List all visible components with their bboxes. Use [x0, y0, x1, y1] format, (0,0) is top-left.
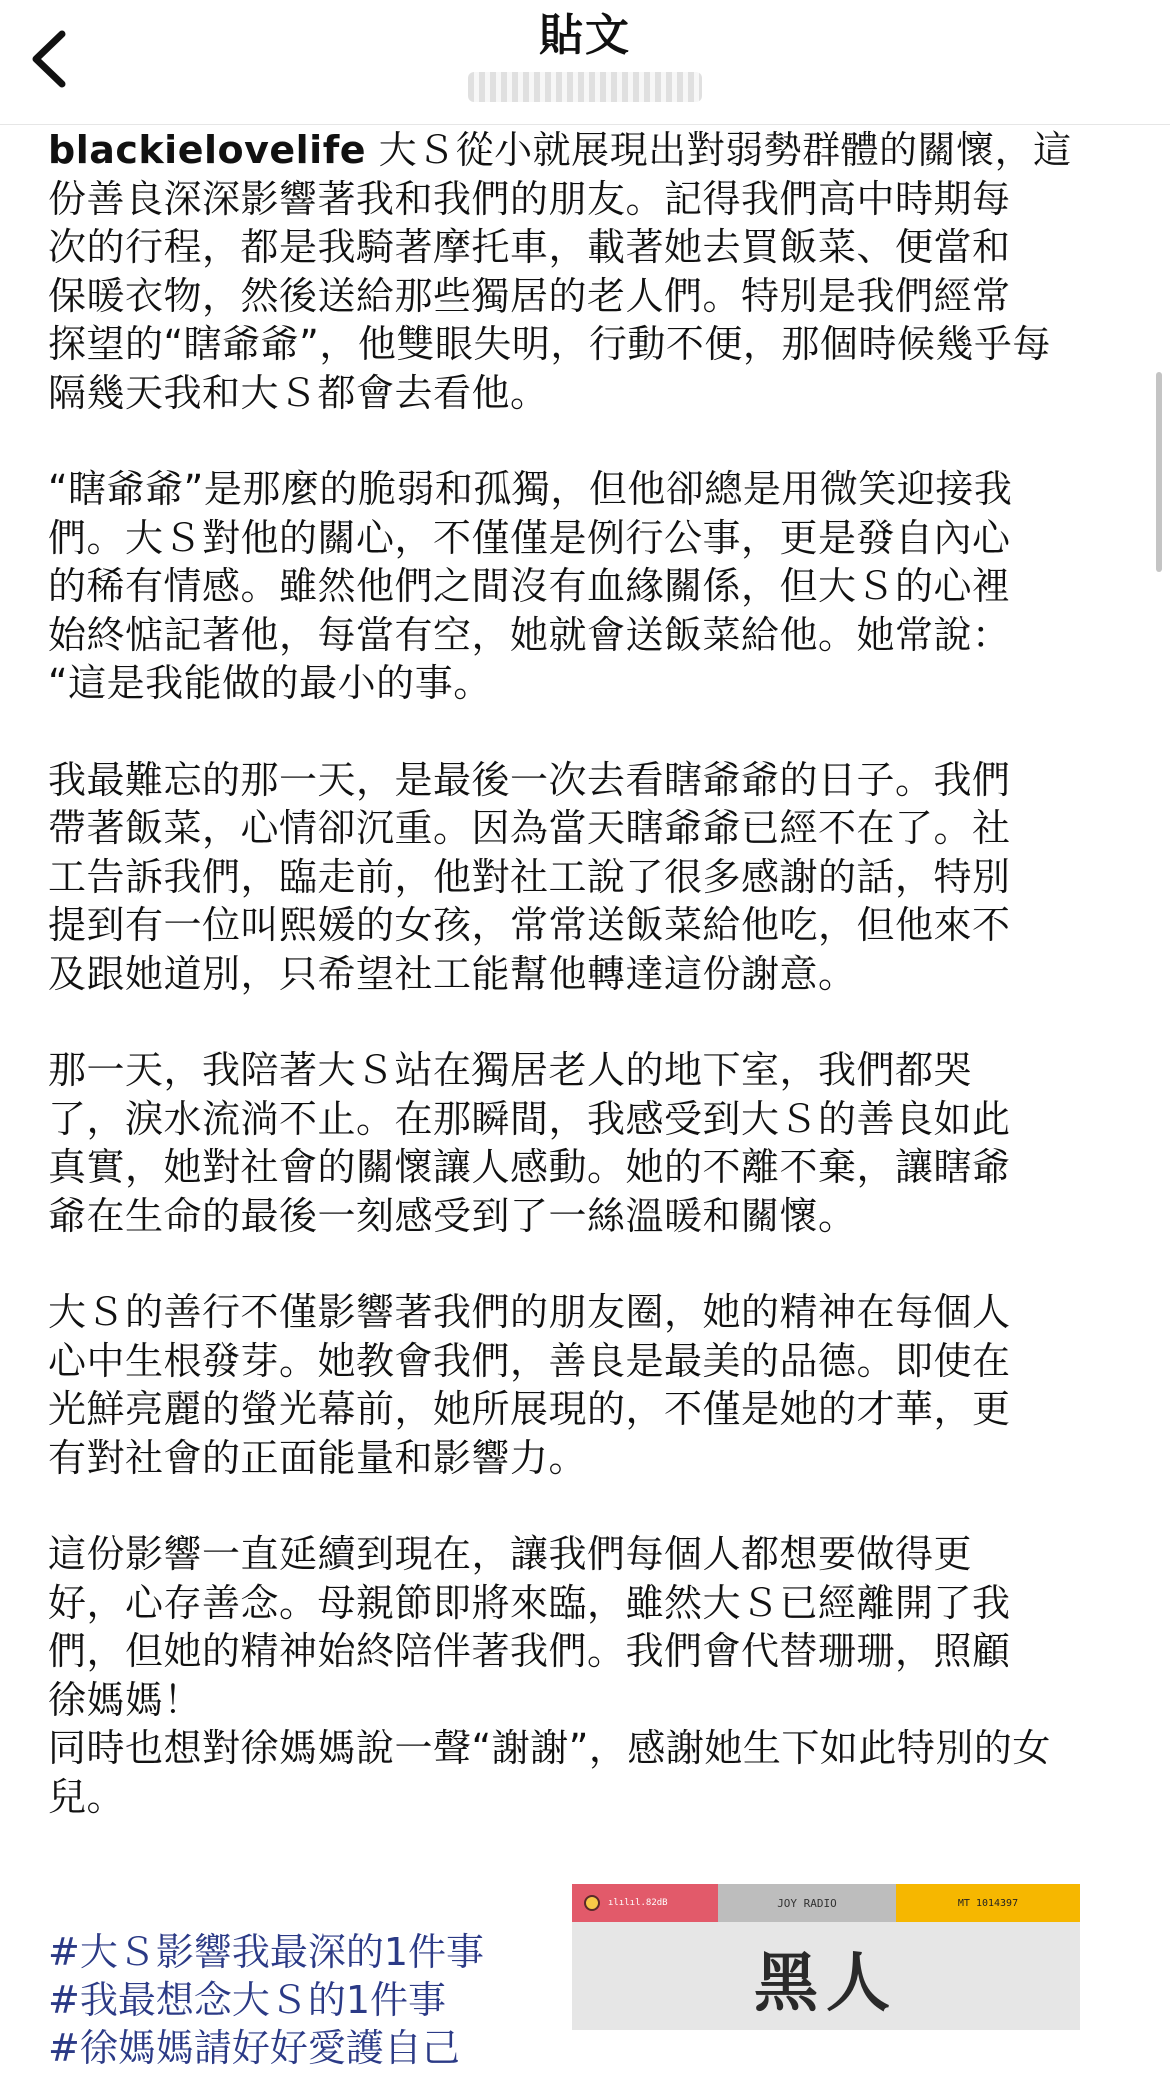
- watermark-red-block: [572, 1884, 718, 1922]
- post-username[interactable]: blackielovelife: [48, 128, 366, 172]
- page-title: 貼文: [539, 10, 631, 61]
- post-paragraph: 大Ｓ的善行不僅影響著我們的朋友圈，她的精神在每個人 心中生根發芽。她教會我們，善良是最美的品德。即使在 光鮮亮麗的螢光幕前，她所展現的，不僅是她的才華，更 有對社會的正面能量和影響力。: [48, 1290, 1011, 1480]
- post-body: [48, 126, 1128, 1821]
- paragraph-text: 大Ｓ從小就展現出對弱勢群體的關懷，這 份善良深深影響著我和我們的朋友。記得我們高中時期每 次的行程，都是我騎著摩托車，載著她去買飯菜、便當和 保暖衣物，然後送給那些獨居的老人們。特別是我們經常 探望的“瞎爺爺”，他雙眼失明，行動不便，那個時候幾乎每 隔幾天我和大Ｓ都會去看他。: [48, 128, 1072, 415]
- watermark-logo: 黑人: [754, 1947, 898, 2021]
- smiley-icon: [584, 1895, 600, 1911]
- watermark-strip: [572, 1884, 1080, 1922]
- scrollbar[interactable]: [1156, 372, 1162, 572]
- post-paragraph: [48, 126, 1128, 417]
- watermark-yellow-block: MT 1014397: [896, 1884, 1080, 1922]
- watermark-level: ılılıl.82dB: [608, 1898, 668, 1908]
- post-paragraph: 我最難忘的那一天，是最後一次去看瞎爺爺的日子。我們 帶著飯菜，心情卻沉重。因為當天瞎爺爺已經不在了。社 工告訴我們，臨走前，他對社工說了很多感謝的話，特別 提到有一位叫熙媛的女孩，常常送飯菜給他吃，但他來不 及跟她道別，只希望社工能幫他轉達這份謝意。: [48, 757, 1011, 996]
- hashtag-link[interactable]: #我最想念大Ｓ的1件事: [48, 1978, 447, 2022]
- post-paragraph: 這份影響一直延續到現在，讓我們每個人都想要做得更 好，心存善念。母親節即將來臨，雖然大Ｓ已經離開了我 們，但她的精神始終陪伴著我們。我們會代替珊珊，照顧 徐媽媽！: [48, 1532, 1011, 1722]
- watermark-grey-block: JOY RADIO: [718, 1884, 896, 1922]
- post-paragraph: “瞎爺爺”是那麼的脆弱和孤獨，但他卻總是用微笑迎接我 們。大Ｓ對他的關心，不僅僅是例行公事，更是發自內心 的稀有情感。雖然他們之間沒有血緣關係，但大Ｓ的心裡 始終惦記著他，每當有空，她就會送飯菜給他。她常說： “這是我能做的最小的事。: [48, 467, 1013, 705]
- blurred-subtitle: [468, 72, 702, 102]
- radio-watermark-image: [572, 1884, 1080, 2030]
- hashtag-link[interactable]: #徐媽媽請好好愛護自己: [48, 2026, 460, 2070]
- hashtag-link[interactable]: #大Ｓ影響我最深的1件事: [48, 1930, 485, 1974]
- post-paragraph: 同時也想對徐媽媽說一聲“謝謝”，感謝她生下如此特別的女 兒。: [48, 1726, 1051, 1819]
- hashtag-list: [48, 1928, 484, 2072]
- post-paragraph: 那一天，我陪著大Ｓ站在獨居老人的地下室，我們都哭 了，淚水流淌不止。在那瞬間，我感受到大Ｓ的善良如此 真實，她對社會的關懷讓人感動。她的不離不棄，讓瞎爺 爺在生命的最後一刻感受到了一絲溫暖和關懷。: [48, 1048, 1011, 1238]
- top-bar: [0, 0, 1170, 125]
